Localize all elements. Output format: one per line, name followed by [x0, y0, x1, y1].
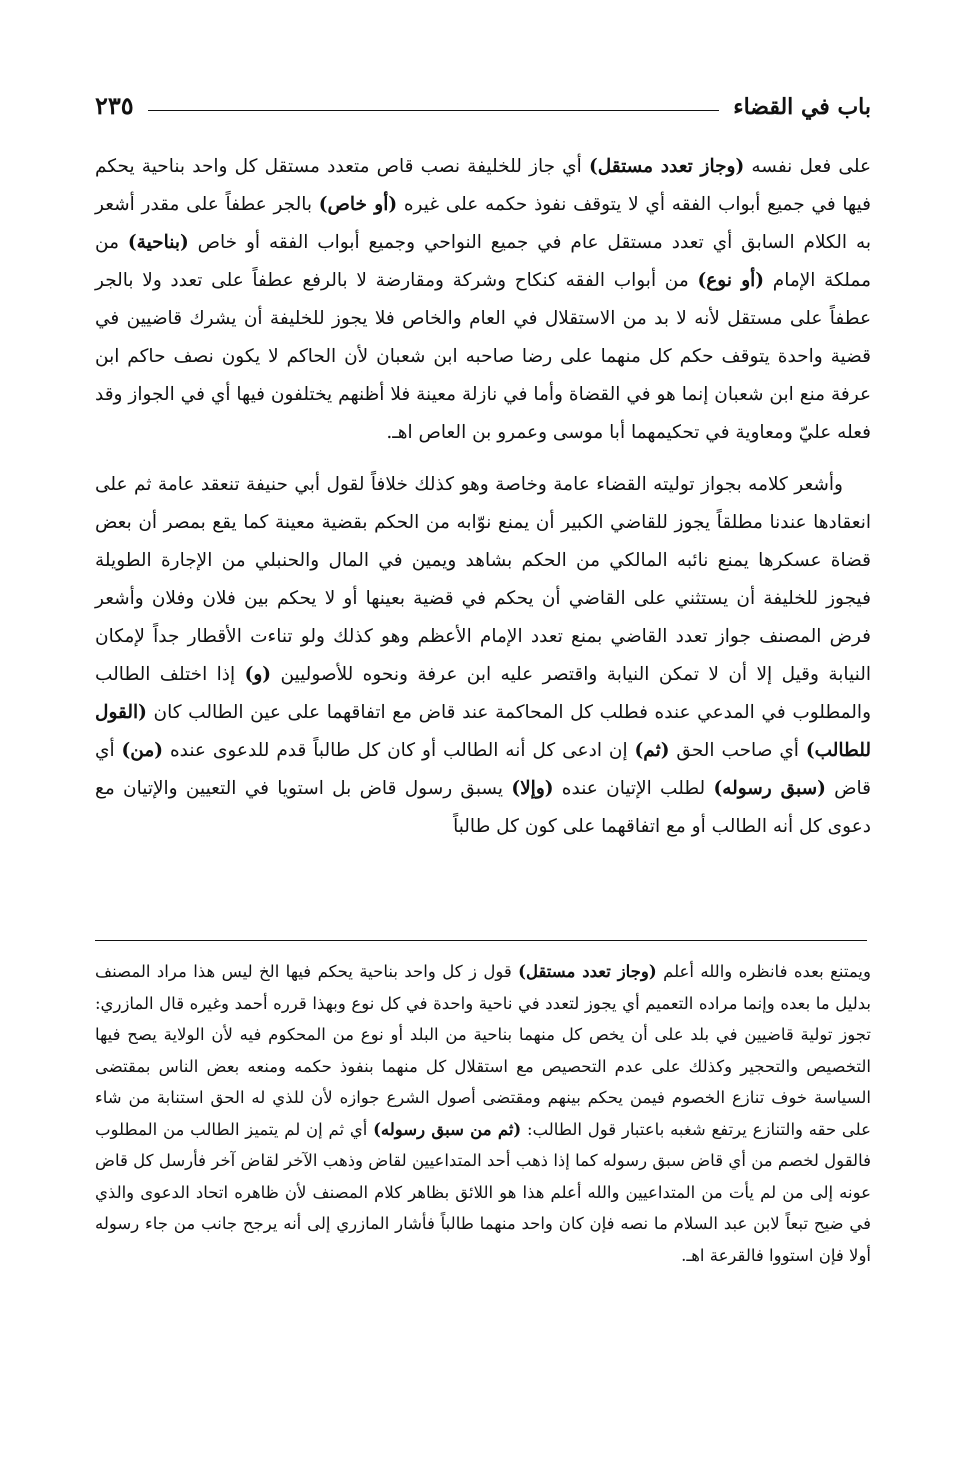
text-run: من مملكة الإمام	[95, 232, 871, 291]
matn-quote: (ثم من سبق رسوله)	[373, 1119, 522, 1139]
text-run: على فعل نفسه	[744, 156, 871, 177]
text-run: إذا اختلف الطالب والمطلوب في المدعي عنده فطلب كل المحاكمة عند قاض مع اتفاقهما على عين الطالب كان	[95, 664, 871, 723]
footnote-paragraph	[95, 956, 871, 1271]
matn-quote: (القول للطالب)	[95, 702, 871, 761]
matn-quote: (بناحية)	[127, 232, 189, 253]
text-run: يسبق رسول قاض بل استويا في التعيين والإتيان مع دعوى كل أنه الطالب أو مع اتفاقهما على كون كل طالباً	[95, 778, 871, 837]
main-paragraph-1	[95, 148, 871, 452]
main-paragraph-2	[95, 466, 871, 846]
matn-quote: (وجاز تعدد مستقل)	[518, 962, 657, 981]
page-number: ٢٣٥	[95, 91, 134, 120]
matn-quote: (و)	[244, 664, 272, 685]
matn-quote: (وإلا)	[511, 778, 554, 799]
text-run: أي صاحب الحق	[669, 740, 806, 761]
footnote-divider	[95, 940, 867, 941]
text-run: ويمتنع بعده فانظره والله أعلم	[656, 962, 871, 981]
main-text	[95, 148, 871, 846]
text-run: بالجر عطفاً على مقدر أشعر به الكلام السابق أي تعدد مستقل عام في جميع النواحي وجميع أبواب الفقه أو خاص	[95, 194, 872, 253]
matn-quote: (أو خاص)	[318, 194, 398, 215]
text-run: لطلب الإتيان عنده	[553, 778, 714, 799]
text-run: من أبواب الفقه كنكاح وشركة ومقارضة لا بالرفع عطفاً على تعدد ولا بالجر عطفاً على مستقل لأنه لا بد من الاستقلال في العام والخاص فلا يجوز للخليفة أن يشرك قاضيين في قضية واحدة يتوقف حكم كل منهما على رضا صاحبه ابن شعبان لأن الحاكم لا يكون نصف حاكم ابن عرفة منع ابن شعبان إنما هو في القضاة وأما في نازلة معينة فلا أظنهم يختلفون فيها أي في الجواز وقد فعله عليّ ومعاوية في تحكيمهما أبا موسى وعمرو بن العاص اهـ.	[95, 270, 871, 443]
text-run: أي قاض	[95, 740, 871, 799]
matn-quote: (أو نوع)	[697, 270, 765, 291]
running-header	[95, 86, 871, 120]
text-run: قول ز كل واحد بناحية يحكم فيها الخ ليس هذا مراد المصنف بدليل ما بعده وإنما مراده التعميم أي يجوز لتعدد في ناحية واحدة في كل نوع وبهذا قرره أحمد وغيره قال المازري: تجوز تولية قاضيين في بلد على أن يخص كل منهما بناحية من البلد أو نوع من المحكوم فيه لأن الولاية يصح فيها التخصيص والتحجير وكذلك على عدم التحصيص مع استقلال كل منهما بنفوذ حكمه ومنعه بعض الناس بمقتضى السياسة خوف تنازع الخصوم فيمن يحكم بينهم ومقتضى أصول الشرع جوازه لأن للذي له الحق استنابة من شاء على حقه والتنازع يرتفع شغبه باعتبار قول الطالب:	[95, 962, 871, 1139]
text-run: أي ثم إن لم يتميز الطالب من المطلوب فالقول لخصم من أي قاض سبق رسوله كما إذا ذهب أحد المتداعيين لقاض وذهب الآخر لقاض آخر فأرسل كل قاض عونه إلى من لم يأت من المتداعيين والله أعلم هذا هو اللائق بظاهر كلام المصنف لأن ظاهره اتحاد الدعوى والذي في ضيح تبعاً لابن عبد السلام ما نصه فإن كان واحد منهما طالباً فأشار المازري إلى أنه يرجح جانب من جاء رسوله أولا فإن استووا فالقرعة اهـ.	[95, 1119, 871, 1265]
text-run: وأشعر كلامه بجواز توليته القضاء عامة وخاصة وهو كذلك خلافاً لقول أبي حنيفة تنعقد عامة ثم على انعقادها عندنا مطلقاً يجوز للقاضي الكبير أن يمنع نوّابه من الحكم بقضية معينة كما يقع بمصر أن بعض قضاة عسكرها يمنع نائبه المالكي من الحكم بشاهد ويمين في المال والحنبلي من الإجارة الطويلة فيجوز للخليفة أن يستثني على القاضي أن يحكم في قضية بعينها أو لا يحكم بين فلان وفلان وأشعر فرض المصنف جواز تعدد القاضي بمنع تعدد الإمام الأعظم وهو كذلك ولو تناءت الأقطار جداً لإمكان النيابة وقيل إلا أن لا تمكن النيابة واقتصر عليه ابن عرفة ونحوه للأصوليين	[95, 474, 871, 685]
footnote-text	[95, 956, 871, 1271]
text-run: إن ادعى كل أنه الطالب أو كان كل طالباً قدم للدعوى عنده	[163, 740, 635, 761]
matn-quote: (سبق رسوله)	[713, 778, 826, 799]
text-run: أي جاز للخليفة نصب قاص متعدد مستقل كل واحد بناحية يحكم فيها في جميع أبواب الفقه أي لا يتوقف نفوذ حكمه على غيره	[95, 156, 871, 215]
matn-quote: (من)	[121, 740, 164, 761]
chapter-title: باب في القضاء	[733, 94, 871, 120]
matn-quote: (ثم)	[634, 740, 670, 761]
matn-quote: (وجاز تعدد مستقل)	[588, 156, 745, 177]
header-rule	[148, 110, 720, 111]
